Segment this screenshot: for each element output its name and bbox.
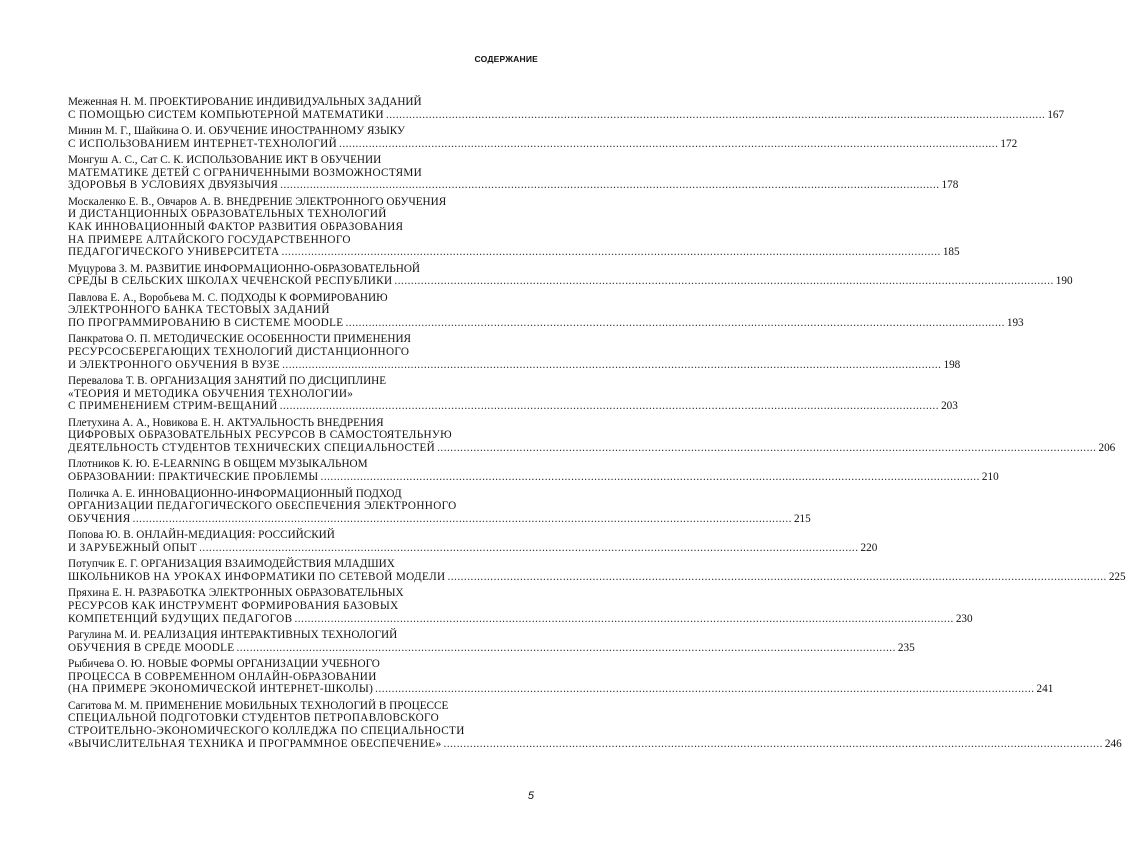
- toc-entry-line: [68, 154, 532, 167]
- toc-page-number: 206: [1098, 441, 1116, 454]
- toc-entry-line: [68, 234, 532, 247]
- toc-entry-line: [68, 346, 532, 359]
- toc-entry-text: ДЕЯТЕЛЬНОСТЬ СТУДЕНТОВ ТЕХНИЧЕСКИХ СПЕЦИАЛЬНОСТЕЙ: [68, 441, 436, 454]
- toc-page-number: 230: [955, 612, 973, 625]
- toc-entry-text: ОБРАЗОВАНИИ: ПРАКТИЧЕСКИЕ ПРОБЛЕМЫ: [68, 471, 319, 484]
- toc-entry-last-line: [68, 641, 915, 655]
- toc-entry-line: [68, 700, 532, 713]
- toc-entry-text: Монгуш А. С., Сат С. К. ИСПОЛЬЗОВАНИЕ ИКТ В ОБУЧЕНИИ: [68, 154, 382, 167]
- toc-entry-last-line: [68, 570, 1126, 584]
- toc-entry: [68, 262, 1073, 288]
- toc-entry-line: [68, 263, 532, 276]
- toc-page-number: 167: [1047, 108, 1065, 121]
- toc-entry-line: [68, 208, 532, 221]
- toc-page-number: 235: [897, 641, 915, 654]
- toc-entry-line: [68, 587, 532, 600]
- toc-entry-last-line: [68, 137, 1018, 151]
- dot-leader: [321, 471, 980, 484]
- toc-entry: [68, 333, 961, 371]
- dot-leader: [281, 246, 940, 259]
- toc-entry-line: [68, 671, 532, 684]
- toc-entry-line: [68, 375, 532, 388]
- toc-page-number: 193: [1006, 316, 1024, 329]
- toc-entry: [68, 291, 1024, 330]
- toc-entry-text: ПО ПРОГРАММИРОВАНИЮ В СИСТЕМЕ MOODLE: [68, 316, 344, 329]
- dot-leader: [437, 442, 1096, 455]
- toc-entry-text: СРЕДЫ В СЕЛЬСКИХ ШКОЛАХ ЧЕЧЕНСКОЙ РЕСПУБЛИКИ: [68, 275, 393, 288]
- toc-page-number: 225: [1108, 570, 1126, 583]
- toc-entry-last-line: [68, 108, 1065, 122]
- toc-entry-text: МАТЕМАТИКЕ ДЕТЕЙ С ОГРАНИЧЕННЫМИ ВОЗМОЖНОСТЯМИ: [68, 166, 423, 179]
- toc-entry-text: Меженная Н. М. ПРОЕКТИРОВАНИЕ ИНДИВИДУАЛЬНЫХ ЗАДАНИЙ: [68, 96, 422, 108]
- toc-entry-line: [68, 304, 532, 317]
- toc-entry-line: [68, 125, 532, 138]
- dot-leader: [280, 179, 939, 192]
- toc-entry: [68, 558, 1126, 583]
- toc-entry-text: Плотников К. Ю. E-LEARNING В ОБЩЕМ МУЗЫКАЛЬНОМ: [68, 458, 368, 471]
- page-number: 5: [527, 790, 534, 802]
- toc-entry-last-line: [68, 400, 958, 413]
- toc-entry-text: Поличка А. Е. ИННОВАЦИОННО-ИНФОРМАЦИОННЫЙ ПОДХОД: [68, 487, 402, 500]
- toc-entry-last-line: [68, 358, 961, 372]
- toc-entry-text: Пряхина Е. Н. РАЗРАБОТКА ЭЛЕКТРОННЫХ ОБРАЗОВАТЕЛЬНЫХ: [68, 587, 404, 600]
- toc-entry-last-line: [68, 179, 959, 192]
- toc-entry-line: [68, 221, 532, 234]
- toc-page-number: 220: [860, 541, 878, 554]
- toc-entry-line: [68, 429, 532, 442]
- toc-entry-last-line: [68, 316, 1024, 330]
- toc-entry: [68, 195, 960, 259]
- toc-entry-text: И ЭЛЕКТРОННОГО ОБУЧЕНИЯ В ВУЗЕ: [68, 358, 281, 371]
- toc-entry-text: Москаленко Е. В., Овчаров А. В. ВНЕДРЕНИЕ ЭЛЕКТРОННОГО ОБУЧЕНИЯ: [68, 195, 447, 208]
- toc-entry-line: [68, 388, 532, 401]
- toc-entry: [68, 125, 1018, 150]
- toc-entry-line: [68, 292, 532, 305]
- toc-page-number: 190: [1055, 275, 1073, 288]
- toc-page-number: 215: [793, 512, 811, 525]
- toc-entry-line: [68, 600, 532, 613]
- toc-page-number: 241: [1036, 683, 1054, 696]
- dot-leader: [133, 513, 792, 526]
- toc-entry-last-line: [68, 275, 1073, 288]
- toc-entry-text: Павлова Е. А., Воробьева М. С. ПОДХОДЫ К ФОРМИРОВАНИЮ: [68, 291, 388, 304]
- dot-leader: [394, 275, 1053, 288]
- toc-entry-line: [68, 196, 532, 209]
- toc-entry-text: ШКОЛЬНИКОВ НА УРОКАХ ИНФОРМАТИКИ ПО СЕТЕВОЙ МОДЕЛИ: [68, 570, 446, 583]
- toc-entry-text: Рагулина М. И. РЕАЛИЗАЦИЯ ИНТЕРАКТИВНЫХ ТЕХНОЛОГИЙ: [68, 629, 398, 642]
- toc-entry-text: РЕСУРСОСБЕРЕГАЮЩИХ ТЕХНОЛОГИЙ ДИСТАНЦИОННОГО: [68, 346, 410, 359]
- toc-entry-text: РЕСУРСОВ КАК ИНСТРУМЕНТ ФОРМИРОВАНИЯ БАЗОВЫХ: [68, 599, 399, 612]
- toc-page-number: 198: [943, 358, 961, 371]
- toc-entry-last-line: [68, 612, 973, 626]
- toc-entry-text: КАК ИННОВАЦИОННЫЙ ФАКТОР РАЗВИТИЯ ОБРАЗОВАНИЯ: [68, 221, 404, 234]
- toc-entry-text: Попова Ю. В. ОНЛАЙН-МЕДИАЦИЯ: РОССИЙСКИЙ: [68, 529, 335, 542]
- toc-entry: [68, 529, 878, 554]
- dot-leader: [282, 359, 941, 372]
- toc-entry-text: Потупчик Е. Г. ОРГАНИЗАЦИЯ ВЗАИМОДЕЙСТВИЯ МЛАДШИХ: [68, 558, 395, 571]
- toc-entry-text: Сагитова М. М. ПРИМЕНЕНИЕ МОБИЛЬНЫХ ТЕХНОЛОГИЙ В ПРОЦЕССЕ: [68, 699, 449, 712]
- toc-entry: [68, 487, 811, 526]
- toc-entry: [68, 154, 959, 192]
- dot-leader: [375, 683, 1034, 696]
- toc-entry-text: С ПРИМЕНЕНИЕМ СТРИМ-ВЕЩАНИЙ: [68, 400, 278, 413]
- toc-entry-text: ОРГАНИЗАЦИИ ПЕДАГОГИЧЕСКОГО ОБЕСПЕЧЕНИЯ ЭЛЕКТРОННОГО: [68, 500, 457, 513]
- toc-entry-text: Панкратова О. П. МЕТОДИЧЕСКИЕ ОСОБЕННОСТИ ПРИМЕНЕНИЯ: [68, 333, 412, 346]
- toc-entry-last-line: [68, 471, 999, 484]
- toc-entry-text: КОМПЕТЕНЦИЙ БУДУЩИХ ПЕДАГОГОВ: [68, 612, 293, 625]
- toc-entry-line: [68, 500, 532, 513]
- toc-entry: [68, 699, 1122, 750]
- dot-leader: [280, 400, 939, 413]
- toc-entry-text: Рыбичева О. Ю. НОВЫЕ ФОРМЫ ОРГАНИЗАЦИИ УЧЕБНОГО: [68, 658, 380, 671]
- toc-entry-text: ЗДОРОВЬЯ В УСЛОВИЯХ ДВУЯЗЫЧИЯ: [68, 179, 279, 192]
- toc-entry-text: СТРОИТЕЛЬНО-ЭКОНОМИЧЕСКОГО КОЛЛЕДЖА ПО СПЕЦИАЛЬНОСТИ: [68, 724, 465, 737]
- toc-entry-text: ПРОЦЕССА В СОВРЕМЕННОМ ОНЛАЙН-ОБРАЗОВАНИИ: [68, 670, 377, 683]
- toc-entry-line: [68, 712, 532, 725]
- toc-entry-line: [68, 529, 532, 542]
- dot-leader: [386, 109, 1045, 122]
- toc-entry-text: Плетухина А. А., Новикова Е. Н. АКТУАЛЬНОСТЬ ВНЕДРЕНИЯ: [68, 416, 384, 429]
- toc-entry-line: [68, 658, 532, 671]
- running-header: СОДЕРЖАНИЕ: [474, 54, 538, 64]
- toc-entry-line: [68, 458, 532, 471]
- toc-entry: [68, 458, 999, 484]
- toc-page-number: 185: [942, 246, 960, 259]
- toc-page-number: 203: [941, 400, 958, 413]
- toc-entry-last-line: [68, 541, 878, 555]
- dot-leader: [339, 138, 998, 151]
- dot-leader: [237, 642, 896, 655]
- toc-entry-line: [68, 558, 532, 571]
- toc-entry-text: ОБУЧЕНИЯ: [68, 512, 131, 525]
- toc-entry-text: НА ПРИМЕРЕ АЛТАЙСКОГО ГОСУДАРСТВЕННОГО: [68, 233, 351, 246]
- toc-entry-text: ЭЛЕКТРОННОГО БАНКА ТЕСТОВЫХ ЗАДАНИЙ: [68, 304, 330, 317]
- dot-leader: [444, 738, 1103, 751]
- toc-entry-text: ЦИФРОВЫХ ОБРАЗОВАТЕЛЬНЫХ РЕСУРСОВ В САМОСТОЯТЕЛЬНУЮ: [68, 429, 453, 442]
- toc-entry: [68, 629, 915, 654]
- toc-entry-line: [68, 333, 532, 346]
- toc-entry: [68, 375, 958, 413]
- toc-entry-text: СПЕЦИАЛЬНОЙ ПОДГОТОВКИ СТУДЕНТОВ ПЕТРОПАВЛОВСКОГО: [68, 712, 440, 725]
- toc-page-number: 210: [981, 471, 999, 484]
- dot-leader: [447, 571, 1106, 584]
- toc-entry-text: С ИСПОЛЬЗОВАНИЕМ ИНТЕРНЕТ-ТЕХНОЛОГИЙ: [68, 137, 338, 150]
- toc-entry: [68, 96, 1065, 121]
- dot-leader: [294, 613, 953, 626]
- toc-entry-line: [68, 629, 532, 642]
- toc-entry-line: [68, 417, 532, 430]
- dot-leader: [199, 542, 858, 555]
- toc-entry-text: «ВЫЧИСЛИТЕЛЬНАЯ ТЕХНИКА И ПРОГРАММНОЕ ОБЕСПЕЧЕНИЕ»: [68, 737, 442, 750]
- toc-entry-text: ОБУЧЕНИЯ В СРЕДЕ MOODLE: [68, 641, 235, 654]
- toc-entry-text: С ПОМОЩЬЮ СИСТЕМ КОМПЬЮТЕРНОЙ МАТЕМАТИКИ: [68, 108, 384, 121]
- toc-entry-last-line: [68, 737, 1122, 751]
- toc-entry-line: [68, 96, 532, 109]
- toc-entry-line: [68, 488, 532, 501]
- toc-entry: [68, 587, 973, 625]
- toc-entry-line: [68, 167, 532, 180]
- toc-entry-last-line: [68, 512, 811, 526]
- toc-entry-last-line: [68, 683, 1054, 696]
- toc-page-number: 178: [941, 179, 959, 192]
- toc-page-number: 246: [1104, 737, 1122, 750]
- toc-entry-text: И ДИСТАНЦИОННЫХ ОБРАЗОВАТЕЛЬНЫХ ТЕХНОЛОГИЙ: [68, 208, 387, 221]
- toc-entry: [68, 658, 1054, 696]
- toc-entry-text: Муцурова З. М. РАЗВИТИЕ ИНФОРМАЦИОННО-ОБРАЗОВАТЕЛЬНОЙ: [68, 262, 421, 275]
- toc-entry-text: ПЕДАГОГИЧЕСКОГО УНИВЕРСИТЕТА: [68, 246, 280, 259]
- table-of-contents: [68, 96, 1126, 754]
- toc-entry-text: И ЗАРУБЕЖНЫЙ ОПЫТ: [68, 541, 198, 554]
- toc-entry-line: [68, 725, 532, 738]
- toc-entry-last-line: [68, 441, 1116, 455]
- dot-leader: [345, 317, 1004, 330]
- toc-entry: [68, 416, 1116, 455]
- toc-entry-last-line: [68, 246, 960, 259]
- toc-entry-text: «ТЕОРИЯ И МЕТОДИКА ОБУЧЕНИЯ ТЕХНОЛОГИИ»: [68, 387, 354, 400]
- toc-entry-text: (НА ПРИМЕРЕ ЭКОНОМИЧЕСКОЙ ИНТЕРНЕТ-ШКОЛЫ): [68, 683, 374, 696]
- toc-page-number: 172: [1000, 137, 1018, 150]
- toc-entry-text: Перевалова Т. В. ОРГАНИЗАЦИЯ ЗАНЯТИЙ ПО ДИСЦИПЛИНЕ: [68, 375, 387, 388]
- toc-entry-text: Минин М. Г., Шайкина О. И. ОБУЧЕНИЕ ИНОСТРАННОМУ ЯЗЫКУ: [68, 125, 405, 138]
